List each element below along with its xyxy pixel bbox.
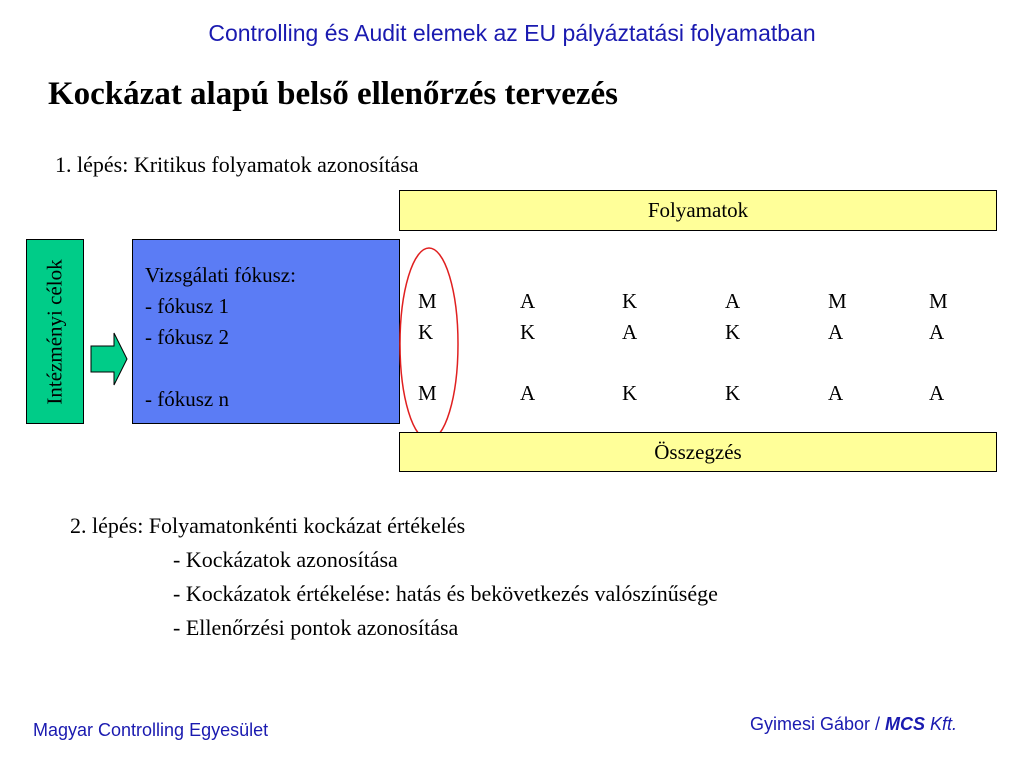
step1-label: 1. lépés: Kritikus folyamatok azonosítása: [55, 152, 419, 177]
page-title: Kockázat alapú belső ellenőrzés tervezés: [48, 76, 619, 112]
grid-cell: K: [520, 320, 536, 344]
grid-cell: A: [725, 289, 741, 313]
focus-item: - fókusz 1: [145, 294, 229, 318]
step2-item: - Kockázatok azonosítása: [173, 547, 398, 572]
grid-cell: A: [622, 320, 638, 344]
footer-organization: Magyar Controlling Egyesület: [33, 720, 269, 740]
step2-label: 2. lépés: Folyamatonkénti kockázat értékelés: [70, 513, 466, 538]
grid-cell: A: [929, 320, 945, 344]
focus-item: - fókusz n: [145, 387, 229, 411]
right-arrow-icon: [90, 332, 128, 386]
grid-cell: M: [418, 289, 437, 313]
author-name: Gyimesi Gábor /: [750, 714, 886, 734]
header-title: Controlling és Audit elemek az EU pályáztatási folyamatban: [208, 20, 816, 46]
intezmenyi-celok-label: Intézményi célok: [42, 258, 67, 405]
grid-cell: A: [828, 381, 844, 405]
grid-cell: A: [520, 381, 536, 405]
footer-author: [750, 714, 957, 735]
grid-cell: K: [622, 381, 638, 405]
grid-cell: A: [520, 289, 536, 313]
osszegzes-box: Összegzés: [399, 432, 997, 472]
grid-cell: K: [725, 320, 741, 344]
grid-cell: K: [725, 381, 741, 405]
brand-suffix: Kft.: [925, 714, 958, 734]
grid-cell: M: [828, 289, 847, 313]
grid-cell: M: [418, 381, 437, 405]
vizsgalati-fokusz-box: [132, 239, 400, 424]
step2-item: - Kockázatok értékelése: hatás és bekövetkezés valószínűsége: [173, 581, 718, 606]
grid-cell: K: [622, 289, 638, 313]
step2-item: - Ellenőrzési pontok azonosítása: [173, 615, 459, 640]
grid-cell: K: [418, 320, 434, 344]
focus-title: Vizsgálati fókusz:: [145, 263, 296, 287]
focus-item: - fókusz 2: [145, 325, 229, 349]
step2-block: [70, 509, 718, 645]
intezmenyi-celok-box: [26, 239, 84, 424]
folyamatok-box: Folyamatok: [399, 190, 997, 231]
highlight-ellipse: [398, 246, 460, 442]
brand-name: MCS: [885, 714, 926, 734]
grid-cell: M: [929, 289, 948, 313]
grid-cell: A: [828, 320, 844, 344]
grid-cell: A: [929, 381, 945, 405]
